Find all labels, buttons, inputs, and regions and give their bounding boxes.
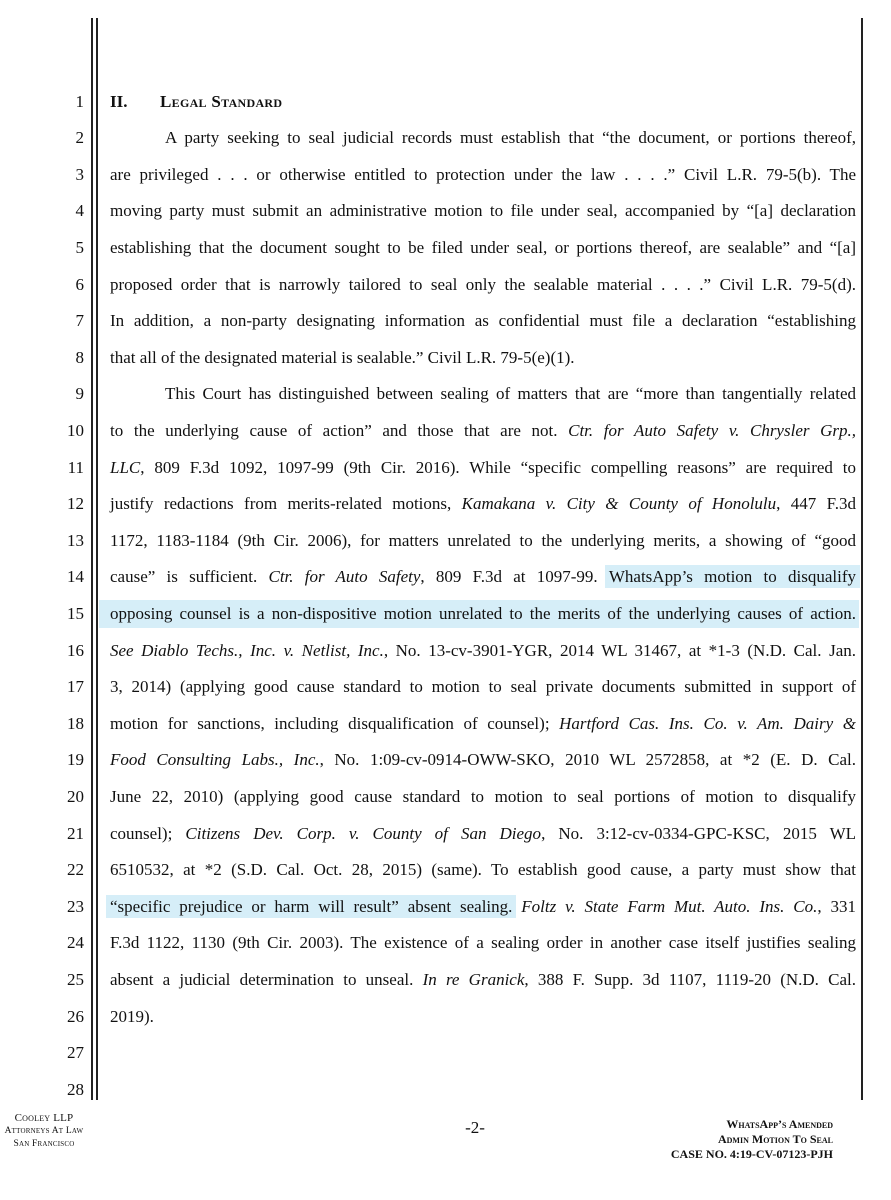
page-number: -2- [465,1118,485,1137]
case-number: CASE NO. 4:19-CV-07123-PJH [670,1147,833,1161]
right-margin-rule [861,18,863,1100]
document-footer-title [671,1117,833,1162]
line-number: 11 [67,458,84,477]
line-number: 5 [75,238,84,257]
line-number: 24 [67,933,84,952]
text-line: are privileged . . . or otherwise entitled to protection under the law . . . .” Civil L.R. 79-5(b). The [110,165,856,184]
text-segment: motion for sanctions, including disqualification of counsel); [110,714,550,733]
text-line: proposed order that is narrowly tailored to seal only the sealable material . . . .” Civil L.R. 79-5(d). [110,275,856,294]
line-number: 22 [67,860,84,879]
line-number: 15 [67,604,84,623]
text-segment: , 331 [817,897,856,916]
line-number: 6 [75,275,84,294]
text-line [110,823,856,845]
highlighted-text: “specific prejudice or harm will result” absent sealing. [106,895,516,918]
text-line [110,969,856,991]
text-segment: , No. 13-cv-3901-YGR, 2014 WL 31467, at *1-3 (N.D. Cal. Jan. [383,641,856,660]
text-line: moving party must submit an administrative motion to file under seal, accompanied by “[a] declaration [110,201,856,220]
line-number: 10 [67,421,84,440]
line-number: 2 [75,128,84,147]
case-citation: Food Consulting Labs., Inc. [110,750,320,769]
case-citation: Kamakana v. City & County of Honolulu [461,494,777,513]
line-number: 14 [67,567,84,586]
case-citation: Citizens Dev. Corp. v. County of San Diego [185,824,542,843]
line-number: 27 [67,1043,84,1062]
text-segment: , 809 F.3d at 1097-99. [420,567,598,586]
firm-location: San Francisco [13,1139,75,1149]
case-citation: Hartford Cas. Ins. Co. v. Am. Dairy & [559,714,857,733]
line-number: 16 [67,641,84,660]
text-line [110,493,856,515]
firm-footer [0,1112,88,1151]
text-segment: , No. 1:09-cv-0914-OWW-SKO, 2010 WL 2572858, at *2 (E. D. Cal. [319,750,856,769]
section-heading [110,91,856,113]
text-line: This Court has distinguished between sealing of matters that are “more than tangentially related [165,384,856,403]
text-line: F.3d 1122, 1130 (9th Cir. 2003). The existence of a sealing order in another case itself justifies sealing [110,933,856,952]
case-citation: In re Granick [422,970,525,989]
line-number: 23 [67,897,84,916]
text-segment: , 388 F. Supp. 3d 1107, 1119-20 (N.D. Cal. [524,970,856,989]
line-number: 25 [67,970,84,989]
text-segment: , No. 3:12-cv-0334-GPC-KSC, 2015 WL [541,824,856,843]
text-line: 3, 2014) (applying good cause standard to motion to seal private documents submitted in support of [110,677,856,696]
firm-name: Cooley LLP [14,1112,74,1124]
footer-title-line: Admin Motion To Seal [717,1132,833,1146]
case-citation: Ctr. for Auto Safety v. Chrysler Grp., [568,421,856,440]
text-line: A party seeking to seal judicial records must establish that “the document, or portions thereof, [165,128,856,147]
line-number: 21 [67,824,84,843]
left-margin-rule-inner [96,18,98,1100]
text-segment: , 809 F.3d 1092, 1097-99 (9th Cir. 2016). While “specific compelling reasons” are required to [140,458,856,477]
highlighted-text: WhatsApp’s motion to disqualify [605,565,860,588]
case-citation: LLC [110,458,141,477]
left-margin-rule [91,18,93,1100]
text-line [110,749,856,771]
text-segment: justify redactions from merits-related motions, [110,494,452,513]
text-segment: to the underlying cause of action” and those that are not. [110,421,558,440]
line-number: 8 [75,348,84,367]
line-number: 18 [67,714,84,733]
text-line: that all of the designated material is sealable.” Civil L.R. 79-5(e)(1). [110,348,575,367]
line-number: 3 [75,165,84,184]
text-line [110,457,856,479]
line-number: 17 [67,677,84,696]
line-number: 26 [67,1007,84,1026]
text-segment: absent a judicial determination to unseal. [110,970,414,989]
section-title: Legal Standard [160,92,283,111]
text-line [110,896,856,918]
text-segment: counsel); [110,824,173,843]
text-line [110,640,856,662]
text-line [110,420,856,442]
text-line: 2019). [110,1007,154,1026]
text-line: 1172, 1183-1184 (9th Cir. 2006), for matters unrelated to the underlying merits, a showing of “good [110,531,856,550]
line-number: 20 [67,787,84,806]
case-citation: See Diablo Techs., Inc. v. Netlist, Inc. [110,641,384,660]
text-line: establishing that the document sought to be filed under seal, or portions thereof, are sealable” and “[a] [110,238,856,257]
text-line: In addition, a non-party designating information as confidential must file a declaration “establishing [110,311,856,330]
text-line: 6510532, at *2 (S.D. Cal. Oct. 28, 2015) (same). To establish good cause, a party must show that [110,860,856,879]
line-number: 9 [75,384,84,403]
section-number: II. [110,92,128,111]
text-line [110,566,856,588]
line-number: 19 [67,750,84,769]
highlighted-text: opposing counsel is a non-dispositive motion unrelated to the merits of the underlying causes of action. [110,604,856,623]
firm-subtitle: Attorneys At Law [4,1126,84,1136]
line-number: 13 [67,531,84,550]
text-segment: cause” is sufficient. [110,567,258,586]
line-number: 4 [75,201,84,220]
line-number: 1 [75,92,84,111]
text-segment: , 447 F.3d [776,494,857,513]
text-line [110,713,856,735]
case-citation: Foltz v. State Farm Mut. Auto. Ins. Co. [521,897,818,916]
line-number: 28 [67,1080,84,1099]
case-citation: Ctr. for Auto Safety [268,567,421,586]
line-number: 7 [75,311,84,330]
text-line: June 22, 2010) (applying good cause standard to motion to seal portions of motion to disqualify [110,787,856,806]
line-number: 12 [67,494,84,513]
footer-title-line: WhatsApp’s Amended [726,1117,833,1131]
